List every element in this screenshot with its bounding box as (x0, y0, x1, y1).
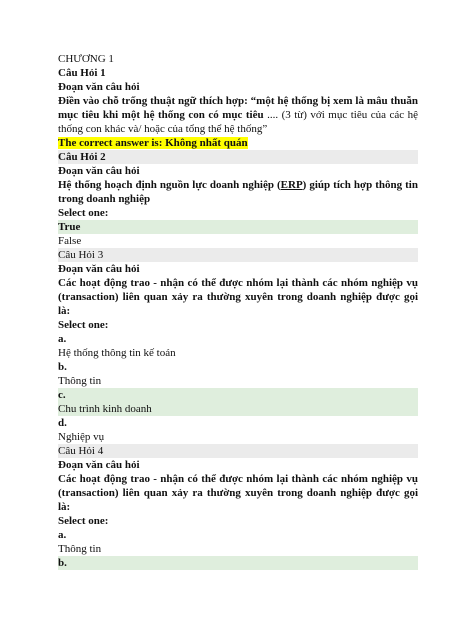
question-1-text-bold: Điền vào chỗ trống thuật ngữ thích hợp: “một hệ thống bị xem là mâu thuẫn mục tiêu khi một hệ thống con có mục tiêu (58, 95, 418, 121)
document-content (58, 52, 418, 570)
question-3-subtitle: Đoạn văn câu hỏi (58, 263, 140, 275)
question-1-text-normal: .... (3 từ) với mục tiêu của các hệ thống con khác và/ hoặc của tổng thể hệ thống” (58, 109, 418, 135)
question-4-option-a-letter[interactable]: a. (58, 529, 67, 541)
question-2-select-label: Select one: (58, 207, 109, 219)
question-1-answer-row (58, 136, 418, 150)
question-4-text: Các hoạt động trao - nhận có thể được nhóm lại thành các nhóm nghiệp vụ (transaction) liên quan xảy ra thường xuyên trong doanh nghiệp được gọi là: (58, 473, 418, 513)
question-1-subtitle: Đoạn văn câu hỏi (58, 81, 140, 93)
question-2-option-false[interactable]: False (58, 235, 82, 247)
question-4-title: Câu Hỏi 4 (58, 444, 418, 458)
question-3-select-label: Select one: (58, 319, 109, 331)
question-3-option-d-text[interactable]: Nghiệp vụ (58, 431, 105, 443)
question-4-option-a-text[interactable]: Thông tin (58, 543, 102, 555)
question-2-subtitle: Đoạn văn câu hỏi (58, 165, 140, 177)
question-3-text: Các hoạt động trao - nhận có thể được nhóm lại thành các nhóm nghiệp vụ (transaction) liên quan xảy ra thường xuyên trong doanh nghiệp được gọi là: (58, 277, 418, 317)
question-3-title: Câu Hỏi 3 (58, 248, 418, 262)
question-3-option-c-text[interactable]: Chu trình kinh doanh (58, 402, 418, 416)
question-1-correct-answer: The correct answer is: Không nhất quán (58, 137, 248, 149)
question-2-title: Câu Hỏi 2 (58, 150, 418, 164)
question-4-subtitle: Đoạn văn câu hỏi (58, 459, 140, 471)
question-3-option-b-text[interactable]: Thông tin (58, 375, 102, 387)
question-3-option-b-letter[interactable]: b. (58, 361, 67, 373)
question-3-option-a-text[interactable]: Hệ thống thông tin kế toán (58, 347, 176, 359)
question-2-text-part-a: Hệ thống hoạch định nguồn lực doanh nghiệp ( (58, 179, 281, 191)
question-4-option-b-letter[interactable]: b. (58, 556, 418, 570)
erp-link-text: ERP (280, 179, 303, 191)
question-4-select-label: Select one: (58, 515, 109, 527)
question-3-option-c-letter[interactable]: c. (58, 388, 418, 402)
question-1-text (58, 94, 418, 136)
question-2-text (58, 178, 418, 206)
question-3-option-a-letter[interactable]: a. (58, 333, 67, 345)
question-1-title: Câu Hỏi 1 (58, 67, 106, 79)
question-2-option-true[interactable]: True (58, 220, 418, 234)
question-2-text-part-b: ) giúp tích hợp thông tin trong doanh nghiệp (58, 179, 418, 205)
question-3-option-d-letter[interactable]: d. (58, 417, 67, 429)
chapter-heading: CHƯƠNG 1 (58, 53, 114, 65)
